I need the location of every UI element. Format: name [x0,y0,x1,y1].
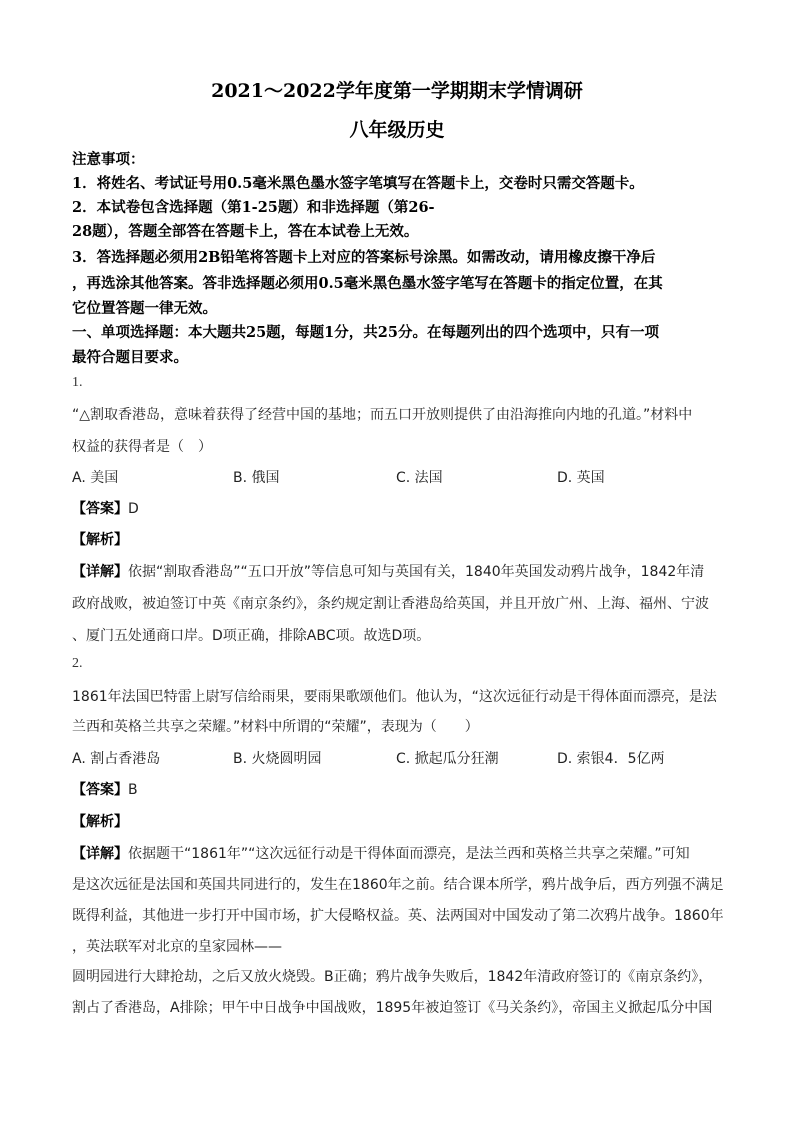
exam-subtitle: 八年级历史 [349,119,445,141]
answer-value: D [128,501,139,517]
detail-tag: 【详解】 [72,846,128,862]
answer-tag: 【答案】 [72,501,128,517]
question-2-detail-line-6: 割占了香港岛，A排除；甲午中日战争中国战败，1895年被迫签订《马关条约》，帝国主义掀起瓜分中国 [72,1000,713,1016]
notice-item-3-line-1: 3．答选择题必须用2B铅笔将答题卡上对应的答案标号涂黑。如需改动，请用橡皮擦干净后 [72,249,656,266]
exam-title: 2021～2022学年度第一学期期末学情调研 [211,80,583,102]
question-2-option-c: C. 掀起瓜分狂潮 [396,751,499,767]
question-1-answer [72,498,139,518]
notice-item-2-line-2: 28题），答题全部答在答题卡上，答在本试卷上无效。 [72,223,419,240]
answer-tag: 【答案】 [72,782,128,798]
notice-item-2-line-1: 2．本试卷包含选择题（第1-25题）和非选择题（第26- [72,199,435,216]
question-2-stem-line-2: 兰西和英格兰共享之荣耀。”材料中所谓的“荣耀”，表现为（ ） [72,719,479,735]
question-2-option-a: A. 割占香港岛 [72,751,161,767]
question-2-detail-line-4: ，英法联军对北京的皇家园林—— [72,939,282,955]
question-1-option-d: D. 英国 [557,470,605,486]
question-1-option-a: A. 美国 [72,470,119,486]
question-1-detail-line-2: 政府战败，被迫签订中英《南京条约》，条约规定割让香港岛给英国，并且开放广州、上海、福州、宁波 [72,596,709,612]
question-1-option-b: B. 俄国 [233,470,280,486]
notice-item-3-line-3: 它位置答题一律无效。 [72,300,217,317]
detail-tag: 【详解】 [72,564,128,580]
question-1-detail-line-1 [72,561,704,581]
section-heading-line-1: 一、单项选择题：本大题共25题，每题1分，共25分。在每题列出的四个选项中，只有一项 [72,324,659,341]
question-2-detail-line-1 [72,843,690,863]
question-2-option-d: D. 索银4．5亿两 [557,751,665,767]
question-1-option-c: C. 法国 [396,470,443,486]
question-1-detail-line-3: 、厦门五处通商口岸。D项正确，排除ABC项。故选D项。 [72,628,431,644]
detail-text: 依据题干“1861年”“这次远征行动是干得体面而漂亮，是法兰西和英格兰共享之荣耀。”可知 [128,846,690,862]
question-2-detail-line-3: 既得利益，其他进一步打开中国市场，扩大侵略权益。英、法两国对中国发动了第二次鸦片战争。1860年 [72,908,724,924]
question-2-answer [72,779,138,799]
question-1-stem-line-2: 权益的获得者是（ ） [72,439,212,455]
question-2-stem-line-1: 1861年法国巴特雷上尉写信给雨果，要雨果歌颂他们。他认为，“这次远征行动是干得体面而漂亮，是法 [72,689,717,705]
question-2-option-b: B. 火烧圆明园 [233,751,322,767]
detail-text: 依据“割取香港岛”“五口开放”等信息可知与英国有关，1840年英国发动鸦片战争，1842年清 [128,564,705,580]
question-2-detail-line-2: 是这次远征是法国和英国共同进行的，发生在1860年之前。结合课本所学，鸦片战争后，西方列强不满足 [72,877,724,893]
section-heading-line-2: 最符合题目要求。 [72,349,188,366]
question-1-analysis-tag: 【解析】 [72,532,128,548]
question-2-number: 2. [72,656,83,671]
answer-value: B [128,782,138,798]
question-2-analysis-tag: 【解析】 [72,814,128,830]
question-1-number: 1. [72,375,83,390]
notice-item-3-line-2: ，再选涂其他答案。答非选择题必须用0.5毫米黑色墨水签字笔写在答题卡的指定位置，在其 [72,275,663,292]
notice-heading: 注意事项： [72,151,145,168]
question-1-stem-line-1: “△割取香港岛，意味着获得了经营中国的基地；而五口开放则提供了由沿海推向内地的孔道。”材料中 [72,407,693,423]
question-2-detail-line-5: 圆明园进行大肆抢劫，之后又放火烧毁。B正确；鸦片战争失败后，1842年清政府签订的《南京条约》， [72,969,713,985]
notice-item-1: 1．将姓名、考试证号用0.5毫米黑色墨水签字笔填写在答题卡上，交卷时只需交答题卡。 [72,175,644,192]
